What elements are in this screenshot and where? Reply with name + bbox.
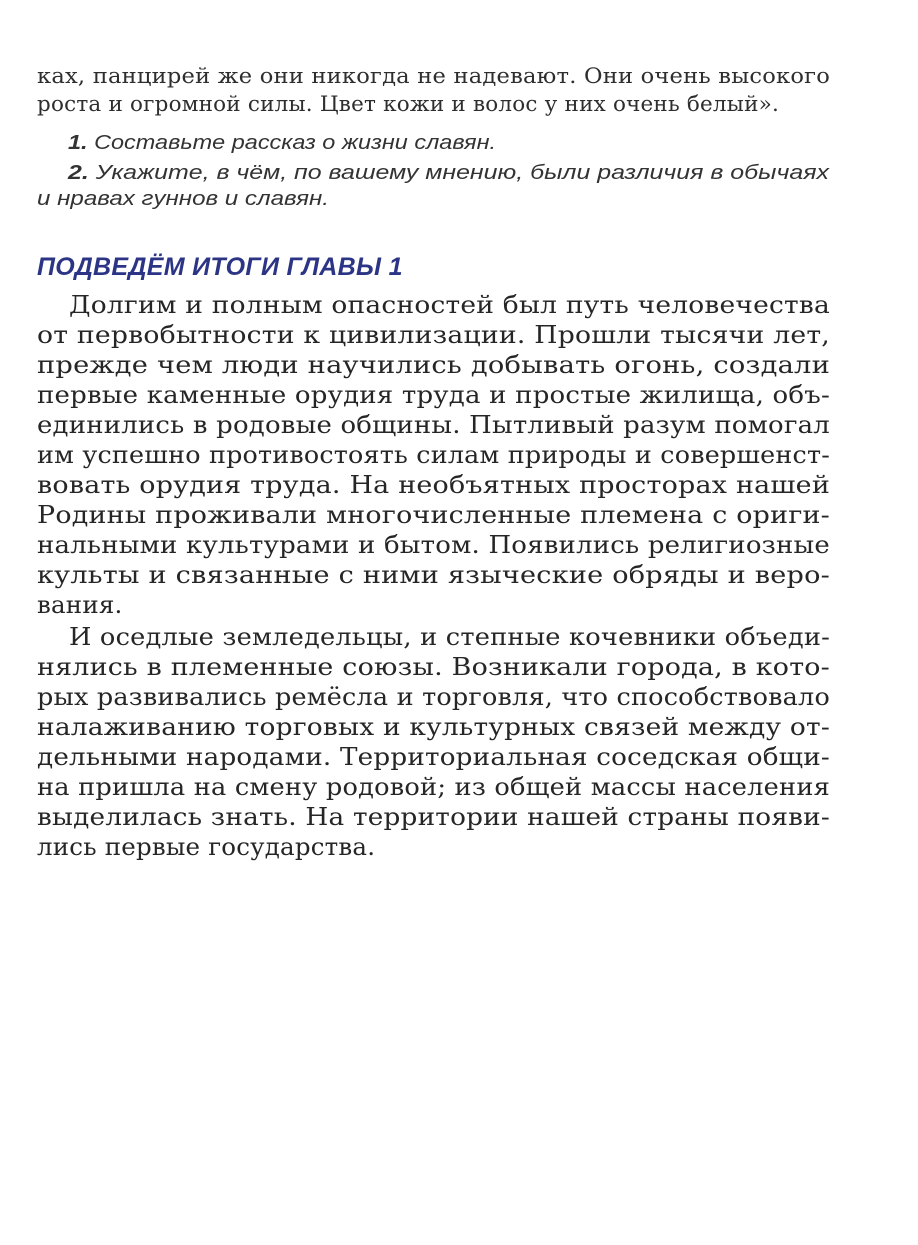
question-item xyxy=(68,131,496,155)
question-text: Составьте рассказ о жизни славян. xyxy=(94,131,496,154)
paragraph-line: лись первые государства. xyxy=(37,832,376,861)
paragraph-line: от первобытности к цивилизации. Прошли тысячи лет, xyxy=(37,320,830,349)
paragraph-line: И оседлые земледельцы, и степные кочевники объеди- xyxy=(69,622,830,651)
paragraph-line: единились в родовые общины. Пытливый разум помогал xyxy=(37,410,830,439)
paragraph-line: на пришла на смену родовой; из общей массы населения xyxy=(37,772,830,801)
paragraph-line: налаживанию торговых и культурных связей между от- xyxy=(37,712,830,741)
paragraph-line: дельными народами. Территориальная соседская общи- xyxy=(37,742,830,771)
paragraph-line: Родины проживали многочисленные племена с ориги- xyxy=(37,500,830,529)
paragraph-line: нальными культурами и бытом. Появились религиозные xyxy=(37,530,830,559)
question-number: 1. xyxy=(68,131,88,154)
section-heading: ПОДВЕДЁМ ИТОГИ ГЛАВЫ 1 xyxy=(37,253,403,281)
question-item xyxy=(68,161,829,185)
question-number: 2. xyxy=(68,161,89,184)
paragraph-line: им успешно противостоять силам природы и совершенст- xyxy=(37,440,830,469)
paragraph-line: нялись в племенные союзы. Возникали города, в кото- xyxy=(37,652,830,681)
paragraph-line: вания. xyxy=(37,590,123,619)
paragraph-line: выделилась знать. На территории нашей страны появи- xyxy=(37,802,830,831)
paragraph-line: Долгим и полным опасностей был путь человечества xyxy=(69,290,830,319)
question-text-continued: и нравах гуннов и славян. xyxy=(37,187,329,210)
paragraph-line: прежде чем люди научились добывать огонь, создали xyxy=(37,350,831,379)
paragraph-line: вовать орудия труда. На необъятных просторах нашей xyxy=(37,470,830,499)
quote-line: ках, панцирей же они никогда не надевают. Они очень высокого xyxy=(37,64,830,88)
paragraph-line: культы и связанные с ними языческие обряды и веро- xyxy=(37,560,830,589)
question-text: Укажите, в чём, по вашему мнению, были различия в обычаях xyxy=(95,161,829,184)
quote-line: роста и огромной силы. Цвет кожи и волос у них очень белый». xyxy=(37,92,779,116)
paragraph-line: первые каменные орудия труда и простые жилища, объ- xyxy=(37,380,830,409)
paragraph-line: рых развивались ремёсла и торговля, что способствовало xyxy=(37,682,830,711)
